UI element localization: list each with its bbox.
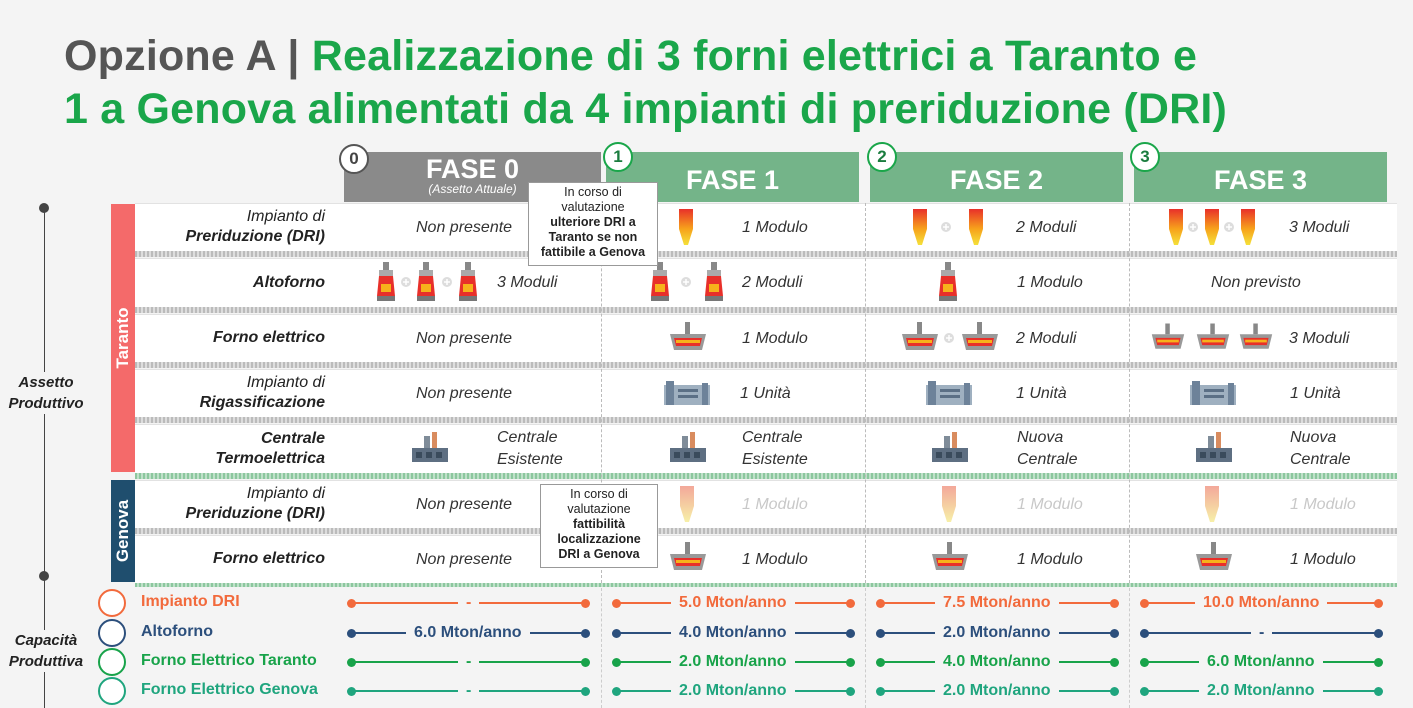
cell-text bbox=[1290, 427, 1350, 471]
phase-label: FASE 0 bbox=[425, 154, 520, 184]
cell-text: Non previsto bbox=[1211, 274, 1301, 291]
cell-text: Non presente bbox=[416, 330, 513, 347]
electric-furnace-icon bbox=[1194, 542, 1234, 572]
blast-furnace-icon bbox=[938, 262, 958, 302]
row-label-line: Termoelettrica bbox=[215, 450, 325, 467]
cell-line: Centrale bbox=[497, 429, 558, 446]
blast-furnace-icon bbox=[704, 262, 724, 302]
capacity-icon bbox=[98, 648, 126, 676]
timeline-dot bbox=[39, 571, 49, 581]
phase-badge-1: 1 bbox=[603, 142, 633, 172]
capacity-value: - bbox=[1251, 623, 1272, 643]
blast-furnace-icon bbox=[650, 262, 670, 302]
capacity-label: Altoforno bbox=[141, 623, 213, 640]
capacity-dot bbox=[1140, 658, 1149, 667]
capacity-dot bbox=[876, 599, 885, 608]
dri-module-icon bbox=[678, 207, 694, 247]
capacity-dot bbox=[876, 658, 885, 667]
timeline-dot bbox=[39, 203, 49, 213]
row-separator bbox=[135, 583, 1397, 587]
dri-module-icon bbox=[941, 484, 957, 524]
dri-module-icon bbox=[968, 207, 984, 247]
capacity-icon bbox=[98, 677, 126, 705]
electric-furnace-icon bbox=[900, 322, 940, 352]
capacity-dot bbox=[347, 629, 356, 638]
capacity-value: 4.0 Mton/anno bbox=[935, 652, 1059, 672]
cell-line: Esistente bbox=[742, 451, 808, 468]
column-divider bbox=[865, 588, 866, 708]
cell-text: 1 Modulo bbox=[742, 496, 808, 513]
electric-furnace-icon bbox=[668, 542, 708, 572]
plus-icon bbox=[1188, 222, 1198, 232]
capacity-dot bbox=[876, 629, 885, 638]
electric-furnace-icon bbox=[1238, 322, 1274, 352]
dri-module-icon bbox=[1204, 207, 1220, 247]
plus-icon bbox=[681, 277, 691, 287]
cell-line: Centrale bbox=[1290, 451, 1351, 468]
dri-module-icon bbox=[912, 207, 928, 247]
power-plant-icon bbox=[410, 432, 450, 464]
title-line1: Realizzazione di 3 forni elettrici a Taranto e bbox=[311, 32, 1198, 80]
capacity-dot bbox=[581, 629, 590, 638]
capacity-icon bbox=[98, 619, 126, 647]
cell-text: 1 Modulo bbox=[742, 219, 808, 236]
row-separator bbox=[135, 528, 1397, 534]
capacity-dot bbox=[1110, 629, 1119, 638]
cell-text: 3 Moduli bbox=[1289, 330, 1350, 347]
capacity-dot bbox=[612, 687, 621, 696]
regasification-plant-icon bbox=[924, 379, 974, 407]
capacity-value: 5.0 Mton/anno bbox=[671, 593, 795, 613]
phase-badge-3: 3 bbox=[1130, 142, 1160, 172]
row-label-line: Forno elettrico bbox=[212, 550, 325, 567]
capacity-dot bbox=[1110, 599, 1119, 608]
cell-text: 3 Moduli bbox=[1289, 219, 1350, 236]
capacity-dot bbox=[846, 599, 855, 608]
capacity-dot bbox=[581, 658, 590, 667]
cell-text bbox=[742, 427, 808, 471]
phase-badge-2: 2 bbox=[867, 142, 897, 172]
electric-furnace-icon bbox=[1195, 322, 1231, 352]
capacity-label: Impianto DRI bbox=[141, 593, 240, 610]
capacity-label: Forno Elettrico Genova bbox=[141, 681, 318, 698]
row-label-line: Impianto di bbox=[246, 485, 325, 502]
capacity-dot bbox=[612, 658, 621, 667]
capacity-dot bbox=[1374, 658, 1383, 667]
page-title bbox=[64, 30, 1227, 136]
cell-text bbox=[1017, 427, 1077, 471]
cell-text: Non presente bbox=[416, 496, 513, 513]
capacity-value: 2.0 Mton/anno bbox=[1199, 681, 1323, 701]
row-label-line: Forno elettrico bbox=[212, 329, 325, 346]
cell-text: 1 Modulo bbox=[742, 330, 808, 347]
row-label-rigassificazione bbox=[200, 373, 325, 413]
title-prefix: Opzione A | bbox=[64, 32, 312, 80]
dri-module-icon bbox=[1168, 207, 1184, 247]
taranto-group-bar bbox=[111, 204, 135, 472]
blast-furnace-icon bbox=[458, 262, 478, 302]
cell-text: 2 Moduli bbox=[1016, 330, 1077, 347]
row-label-line: Preriduzione (DRI) bbox=[185, 505, 325, 522]
electric-furnace-icon bbox=[960, 322, 1000, 352]
capacity-dot bbox=[1140, 629, 1149, 638]
capacity-value: 10.0 Mton/anno bbox=[1195, 593, 1327, 613]
callout-line: ulteriore DRI a bbox=[550, 215, 636, 229]
capacity-dot bbox=[1140, 599, 1149, 608]
capacity-dot bbox=[612, 629, 621, 638]
phase-header-2 bbox=[870, 152, 1123, 202]
cell-line: Centrale bbox=[742, 429, 803, 446]
cell-text: 1 Modulo bbox=[742, 551, 808, 568]
cell-text: 1 Modulo bbox=[1017, 274, 1083, 291]
electric-furnace-icon bbox=[668, 322, 708, 352]
capacity-value: 6.0 Mton/anno bbox=[406, 623, 530, 643]
cell-line: Esistente bbox=[497, 451, 563, 468]
plus-icon bbox=[401, 277, 411, 287]
electric-furnace-icon bbox=[930, 542, 970, 572]
capacity-value: 2.0 Mton/anno bbox=[671, 652, 795, 672]
capacity-dot bbox=[1374, 629, 1383, 638]
column-divider bbox=[865, 203, 866, 583]
cell-text: 1 Modulo bbox=[1290, 551, 1356, 568]
capacity-dot bbox=[1110, 658, 1119, 667]
phase-badge-0: 0 bbox=[339, 144, 369, 174]
phase-sublabel: (Assetto Attuale) bbox=[428, 182, 517, 196]
phase-label: FASE 2 bbox=[949, 165, 1044, 195]
capacity-value: 2.0 Mton/anno bbox=[935, 681, 1059, 701]
row-separator bbox=[135, 251, 1397, 257]
cell-text: 2 Moduli bbox=[742, 274, 803, 291]
regasification-plant-icon bbox=[662, 379, 712, 407]
column-divider bbox=[601, 588, 602, 708]
power-plant-icon bbox=[1194, 432, 1234, 464]
dri-module-icon bbox=[1204, 484, 1220, 524]
cell-text: Non presente bbox=[416, 219, 513, 236]
dri-module-icon bbox=[679, 484, 695, 524]
capacity-value: 6.0 Mton/anno bbox=[1199, 652, 1323, 672]
capacity-label: Forno Elettrico Taranto bbox=[141, 652, 317, 669]
cell-text: 1 Unità bbox=[740, 385, 791, 402]
row-label-line: Impianto di bbox=[246, 374, 325, 391]
capacity-dot bbox=[347, 599, 356, 608]
capacita-produttiva-label: Capacità Produttiva bbox=[0, 630, 92, 672]
row-separator bbox=[135, 362, 1397, 368]
capacity-dot bbox=[1110, 687, 1119, 696]
callout-line: In corso di bbox=[564, 185, 622, 199]
capacity-value: 7.5 Mton/anno bbox=[935, 593, 1059, 613]
row-label-centrale bbox=[215, 429, 325, 469]
row-separator bbox=[135, 473, 1397, 479]
capacity-value: - bbox=[458, 593, 479, 613]
capacity-dot bbox=[581, 599, 590, 608]
cell-text bbox=[497, 427, 563, 471]
row-label-line: Preriduzione (DRI) bbox=[185, 228, 325, 245]
plus-icon bbox=[941, 222, 951, 232]
dri-module-icon bbox=[1240, 207, 1256, 247]
row-label-line: Impianto di bbox=[246, 208, 325, 225]
capacity-dot bbox=[846, 658, 855, 667]
electric-furnace-icon bbox=[1150, 322, 1186, 352]
capacity-icon bbox=[98, 589, 126, 617]
capacity-dot bbox=[846, 687, 855, 696]
assetto-produttivo-label: Assetto Produttivo bbox=[0, 372, 92, 414]
phase-label: FASE 1 bbox=[685, 165, 780, 195]
capacity-value: - bbox=[458, 681, 479, 701]
genova-group-bar bbox=[111, 480, 135, 582]
row-label-dri-taranto bbox=[185, 207, 325, 247]
row-label-line: Centrale bbox=[260, 430, 325, 447]
row-label-forno-taranto bbox=[213, 328, 325, 348]
row-label-altoforno bbox=[253, 273, 325, 293]
row-label-forno-genova bbox=[213, 549, 325, 569]
cell-text: Non presente bbox=[416, 551, 513, 568]
blast-furnace-icon bbox=[376, 262, 396, 302]
callout-line: valutazione bbox=[567, 502, 631, 516]
capacity-dot bbox=[347, 687, 356, 696]
genova-group-label: Genova bbox=[113, 499, 132, 563]
cell-text: 1 Unità bbox=[1290, 385, 1341, 402]
plus-icon bbox=[442, 277, 452, 287]
phase-header-3 bbox=[1134, 152, 1387, 202]
power-plant-icon bbox=[930, 432, 970, 464]
plus-icon bbox=[1224, 222, 1234, 232]
capacity-dot bbox=[1374, 687, 1383, 696]
cell-line: Nuova bbox=[1290, 429, 1337, 446]
capacity-dot bbox=[1140, 687, 1149, 696]
callout-line: valutazione bbox=[561, 200, 625, 214]
row-label-line: Altoforno bbox=[253, 274, 325, 291]
capacity-dot bbox=[846, 629, 855, 638]
cell-text: 3 Moduli bbox=[497, 274, 558, 291]
cell-text: 2 Moduli bbox=[1016, 219, 1077, 236]
power-plant-icon bbox=[668, 432, 708, 464]
capacity-value: 4.0 Mton/anno bbox=[671, 623, 795, 643]
column-divider bbox=[1129, 588, 1130, 708]
cell-line: Centrale bbox=[1017, 451, 1078, 468]
cell-text: 1 Modulo bbox=[1017, 496, 1083, 513]
capacity-value: 2.0 Mton/anno bbox=[671, 681, 795, 701]
column-divider bbox=[1129, 203, 1130, 583]
capacity-value: - bbox=[458, 652, 479, 672]
callout-line: fattibile a Genova bbox=[540, 245, 646, 259]
regasification-plant-icon bbox=[1188, 379, 1238, 407]
row-label-dri-genova bbox=[185, 484, 325, 524]
callout-line: Taranto se non bbox=[548, 230, 638, 244]
cell-text: 1 Modulo bbox=[1290, 496, 1356, 513]
row-separator bbox=[135, 307, 1397, 313]
callout-line: fattibilità bbox=[572, 517, 626, 531]
plus-icon bbox=[944, 333, 954, 343]
capacity-dot bbox=[581, 687, 590, 696]
capacity-value: 2.0 Mton/anno bbox=[935, 623, 1059, 643]
capacity-dot bbox=[347, 658, 356, 667]
cell-text: Non presente bbox=[416, 385, 513, 402]
cell-text: 1 Modulo bbox=[1017, 551, 1083, 568]
phase-label: FASE 3 bbox=[1213, 165, 1308, 195]
cell-line: Nuova bbox=[1017, 429, 1064, 446]
callout-taranto-dri bbox=[528, 182, 658, 266]
row-separator bbox=[135, 417, 1397, 423]
capacity-dot bbox=[876, 687, 885, 696]
taranto-group-label: Taranto bbox=[113, 307, 132, 369]
capacity-dot bbox=[612, 599, 621, 608]
row-label-line: Rigassificazione bbox=[199, 394, 325, 411]
callout-line: localizzazione bbox=[557, 532, 641, 546]
callout-line: In corso di bbox=[570, 487, 628, 501]
title-line2: 1 a Genova alimentati da 4 impianti di preriduzione (DRI) bbox=[64, 85, 1228, 133]
callout-line: DRI a Genova bbox=[558, 547, 640, 561]
capacity-dot bbox=[1374, 599, 1383, 608]
callout-genova-dri bbox=[540, 484, 658, 568]
blast-furnace-icon bbox=[416, 262, 436, 302]
cell-text: 1 Unità bbox=[1016, 385, 1067, 402]
